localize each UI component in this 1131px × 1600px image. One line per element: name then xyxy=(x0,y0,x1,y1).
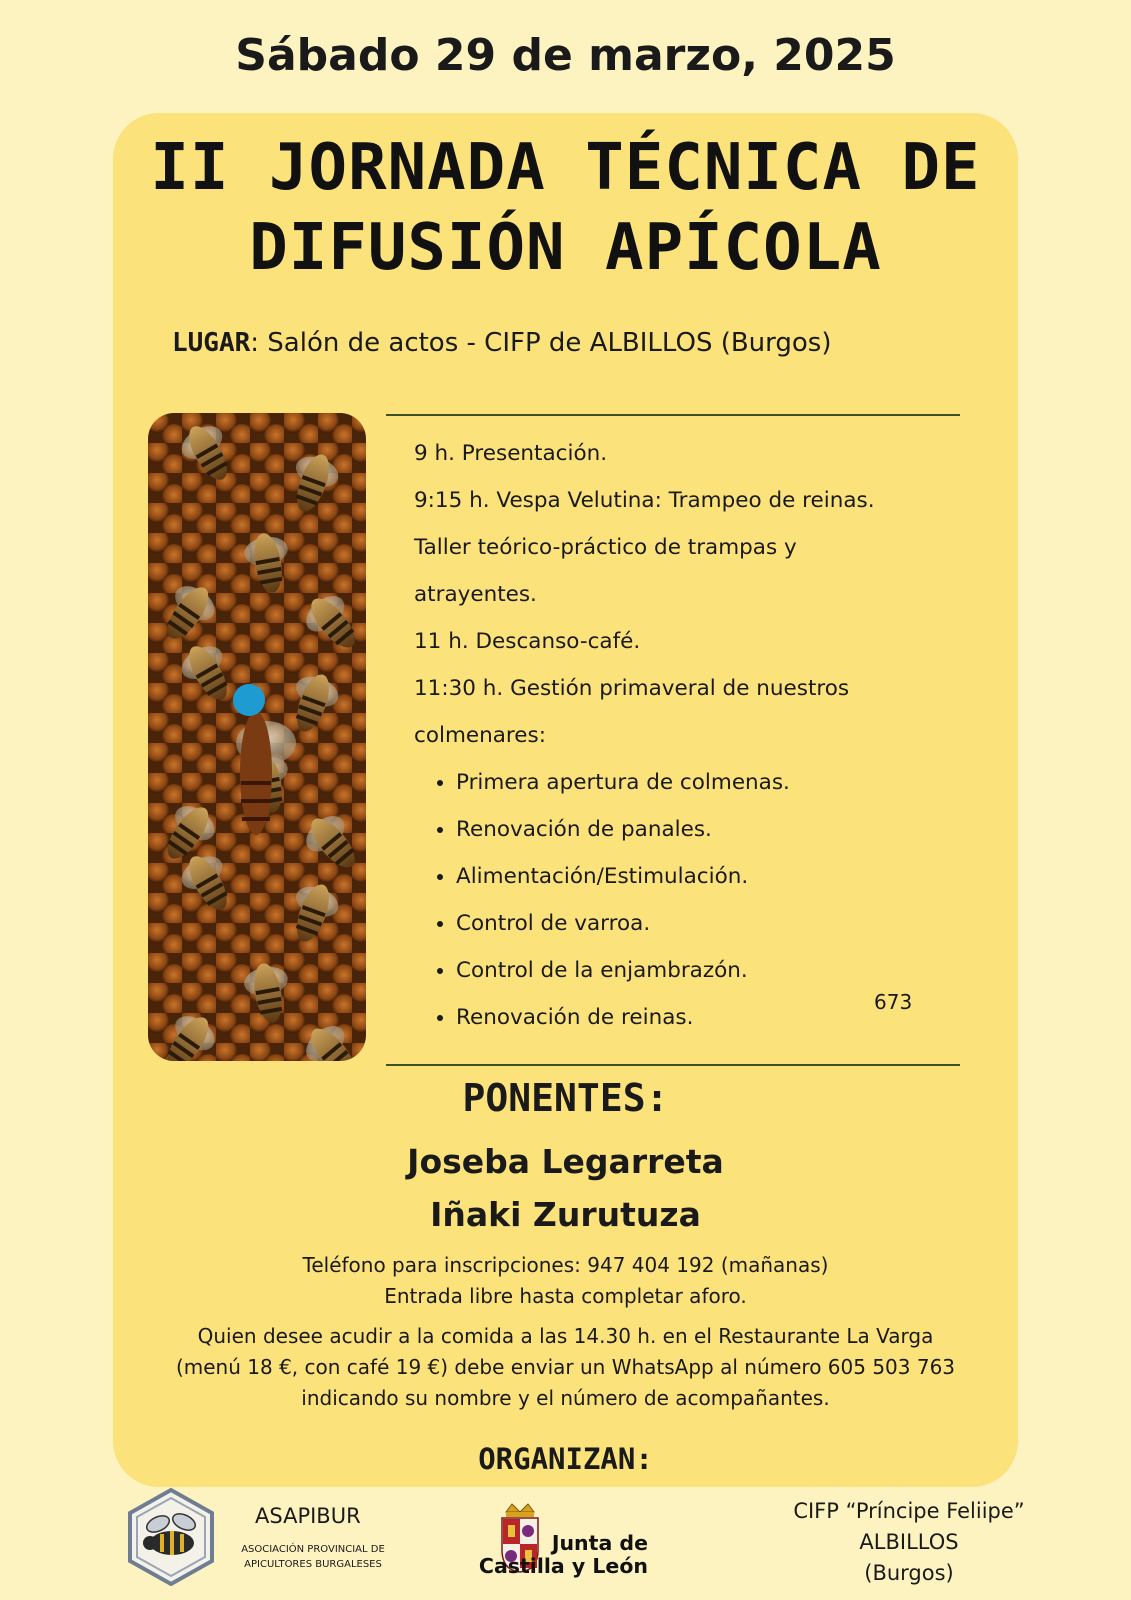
asapibur-subtitle-line: ASOCIACIÓN PROVINCIAL DE xyxy=(241,1544,385,1555)
speaker-name: Iñaki Zurutuza xyxy=(430,1195,701,1234)
registration-info xyxy=(0,1250,1131,1312)
topic-item: • Renovación de panales. xyxy=(456,806,954,853)
event-title xyxy=(0,128,1131,288)
queen-marker xyxy=(233,684,265,716)
lunch-line: indicando su nombre y el número de acompañantes. xyxy=(301,1386,830,1410)
venue-value: : Salón de actos - CIFP de ALBILLOS (Burgos) xyxy=(250,328,832,358)
asapibur-subtitle-line: APICULTORES BURGALESES xyxy=(244,1559,382,1570)
top-divider xyxy=(386,414,960,416)
schedule xyxy=(414,430,954,1041)
schedule-line: colmenares: xyxy=(414,723,546,748)
cifp-line: ALBILLOS xyxy=(859,1530,959,1554)
cifp-line: CIFP “Príncipe Feliipe” xyxy=(793,1499,1025,1523)
page-number: 673 xyxy=(874,990,913,1014)
organizers-heading: ORGANIZAN: xyxy=(478,1442,653,1476)
cifp-organizer xyxy=(782,1496,1036,1589)
lunch-line: Quien desee acudir a la comida a las 14.30 h. en el Restaurante La Varga xyxy=(197,1324,934,1348)
schedule-line: 11 h. Descanso-café. xyxy=(414,629,641,654)
schedule-line: Taller teórico-práctico de trampas y xyxy=(414,535,797,560)
schedule-line: 9:15 h. Vespa Velutina: Trampeo de reinas. xyxy=(414,488,875,513)
junta-castilla-leon-name xyxy=(478,1532,648,1578)
bee-hexagon-logo-icon xyxy=(128,1488,214,1586)
schedule-line: atrayentes. xyxy=(414,582,537,607)
lunch-line: (menú 18 €, con café 19 €) debe enviar un WhatsApp al número 605 503 763 xyxy=(175,1355,956,1379)
schedule-line: 9 h. Presentación. xyxy=(414,441,608,466)
topic-item: • Renovación de reinas. xyxy=(456,994,954,1041)
topic-item: • Control de la enjambrazón. xyxy=(456,947,954,994)
topic-item: • Control de varroa. xyxy=(456,900,954,947)
topic-item: • Alimentación/Estimulación. xyxy=(456,853,954,900)
asapibur-name: ASAPIBUR xyxy=(255,1504,361,1528)
speakers-heading: PONENTES: xyxy=(462,1076,669,1120)
honeycomb-bees-image xyxy=(148,413,366,1061)
speaker-name: Joseba Legarreta xyxy=(407,1142,724,1181)
jcyl-line: Castilla y León xyxy=(478,1554,648,1578)
venue-label: LUGAR xyxy=(172,328,251,358)
lunch-info xyxy=(0,1321,1131,1414)
event-date: Sábado 29 de marzo, 2025 xyxy=(235,30,896,81)
entry-line: Entrada libre hasta completar aforo. xyxy=(384,1284,747,1308)
topics-list xyxy=(414,759,954,1041)
schedule-line: 11:30 h. Gestión primaveral de nuestros xyxy=(414,676,850,701)
jcyl-line: Junta de xyxy=(551,1531,648,1555)
title-line-2: DIFUSIÓN APÍCOLA xyxy=(249,211,882,285)
title-line-1: II JORNADA TÉCNICA DE xyxy=(150,131,981,205)
bees-photo xyxy=(148,413,366,1061)
phone-line: Teléfono para inscripciones: 947 404 192 (mañanas) xyxy=(302,1253,829,1277)
venue xyxy=(172,328,832,358)
topic-item: • Primera apertura de colmenas. xyxy=(456,759,954,806)
asapibur-subtitle xyxy=(234,1542,392,1572)
cifp-line: (Burgos) xyxy=(864,1561,954,1585)
bottom-divider xyxy=(386,1064,960,1066)
